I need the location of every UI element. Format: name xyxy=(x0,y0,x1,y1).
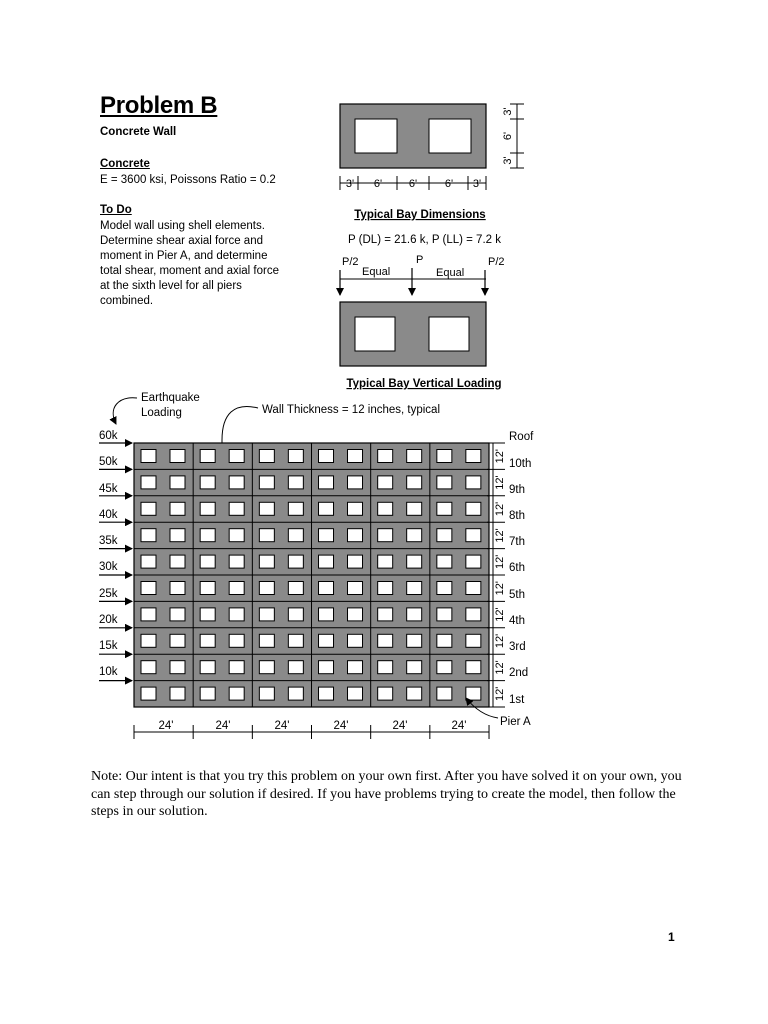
window-opening xyxy=(319,450,334,463)
window-opening xyxy=(466,582,481,595)
bay-opening xyxy=(355,317,395,351)
window-opening xyxy=(378,450,393,463)
window-opening xyxy=(378,634,393,647)
window-opening xyxy=(229,450,244,463)
load-values: P (DL) = 21.6 k, P (LL) = 7.2 k xyxy=(348,234,501,246)
horizontal-dimension-labels xyxy=(346,178,481,190)
window-opening xyxy=(229,661,244,674)
level-label: 7th xyxy=(509,536,525,548)
window-opening xyxy=(200,608,215,621)
window-opening xyxy=(229,529,244,542)
todo-line: Model wall using shell elements. xyxy=(100,220,265,232)
load-label: 50k xyxy=(99,456,118,468)
window-opening xyxy=(288,529,303,542)
window-opening xyxy=(288,687,303,700)
todo-line: at the sixth level for all piers xyxy=(100,280,242,292)
story-height-label: 12' xyxy=(494,449,506,464)
earthquake-label-line1: Earthquake xyxy=(141,392,200,404)
window-opening xyxy=(437,661,452,674)
window-opening xyxy=(378,661,393,674)
wall-elevation-figure xyxy=(99,392,534,739)
todo-heading: To Do xyxy=(100,204,132,216)
window-opening xyxy=(348,582,363,595)
dim-label: 6' xyxy=(408,178,418,190)
window-opening xyxy=(170,450,185,463)
window-opening xyxy=(319,634,334,647)
story-height-label: 12' xyxy=(494,660,506,675)
window-opening xyxy=(407,608,422,621)
bay-dimensions-figure xyxy=(340,104,524,221)
window-opening xyxy=(319,476,334,489)
level-label: 10th xyxy=(509,458,532,470)
window-opening xyxy=(259,502,274,515)
window-opening xyxy=(259,529,274,542)
window-opening xyxy=(437,687,452,700)
window-opening xyxy=(466,450,481,463)
window-opening xyxy=(170,687,185,700)
window-opening xyxy=(407,555,422,568)
window-opening xyxy=(170,502,185,515)
window-opening xyxy=(437,502,452,515)
window-opening xyxy=(407,661,422,674)
window-opening xyxy=(378,502,393,515)
bay-width-label: 24' xyxy=(158,720,174,732)
window-opening xyxy=(407,529,422,542)
earthquake-label-line2: Loading xyxy=(141,407,182,419)
window-opening xyxy=(378,608,393,621)
window-opening xyxy=(141,687,156,700)
window-opening xyxy=(348,450,363,463)
load-label-right: P/2 xyxy=(488,256,505,268)
window-opening xyxy=(259,582,274,595)
window-opening xyxy=(288,476,303,489)
level-label: 1st xyxy=(509,694,525,706)
story-height-label: 12' xyxy=(494,501,506,517)
load-label-center: P xyxy=(416,254,424,266)
window-opening xyxy=(259,661,274,674)
window-opening xyxy=(141,661,156,674)
story-height-label: 12' xyxy=(494,633,506,649)
load-label-left: P/2 xyxy=(342,256,359,268)
window-opening xyxy=(229,608,244,621)
bay-dimensions-caption: Typical Bay Dimensions xyxy=(354,209,486,221)
window-opening xyxy=(466,476,481,489)
window-opening xyxy=(200,634,215,647)
window-opening xyxy=(170,529,185,542)
window-opening xyxy=(407,450,422,463)
window-opening xyxy=(170,555,185,568)
concrete-heading: Concrete xyxy=(100,158,150,170)
level-label: Roof xyxy=(509,431,534,443)
window-opening xyxy=(141,529,156,542)
window-opening xyxy=(466,555,481,568)
window-opening xyxy=(466,529,481,542)
window-opening xyxy=(259,608,274,621)
window-opening xyxy=(259,555,274,568)
level-label: 2nd xyxy=(509,667,529,679)
window-opening xyxy=(378,476,393,489)
window-opening xyxy=(437,529,452,542)
bay-opening xyxy=(355,119,397,153)
level-label: 5th xyxy=(509,589,525,601)
bay-width-label: 24' xyxy=(451,720,467,732)
load-label: 20k xyxy=(99,614,118,626)
bay-width-dimension-line xyxy=(134,725,489,739)
window-opening xyxy=(437,634,452,647)
story-height-label: 12' xyxy=(494,686,506,701)
window-opening xyxy=(348,634,363,647)
load-label: 30k xyxy=(99,561,118,573)
load-label: 35k xyxy=(99,535,118,547)
load-label: 25k xyxy=(99,588,118,600)
window-opening xyxy=(200,687,215,700)
todo-line: total shear, moment and axial force xyxy=(100,265,279,277)
spacing-label: Equal xyxy=(436,267,465,279)
window-opening xyxy=(407,476,422,489)
bay-width-labels xyxy=(159,720,467,732)
earthquake-pointer-arrow xyxy=(113,398,137,424)
window-opening xyxy=(437,450,452,463)
window-opening xyxy=(229,502,244,515)
dim-label: 3' xyxy=(502,107,514,116)
window-opening xyxy=(141,502,156,515)
window-opening xyxy=(319,529,334,542)
window-opening xyxy=(170,582,185,595)
pier-a-label: Pier A xyxy=(500,716,531,728)
window-opening xyxy=(466,502,481,515)
dim-label: 3' xyxy=(345,178,355,190)
window-opening xyxy=(378,687,393,700)
window-opening xyxy=(348,529,363,542)
window-opening xyxy=(229,634,244,647)
window-opening xyxy=(466,687,481,700)
window-opening xyxy=(378,529,393,542)
todo-line: moment in Pier A, and determine xyxy=(100,250,268,262)
window-opening xyxy=(141,634,156,647)
bay-loading-figure xyxy=(340,234,505,390)
story-height-label: 12' xyxy=(494,554,506,569)
load-label: 45k xyxy=(99,483,118,495)
window-opening xyxy=(229,582,244,595)
window-opening xyxy=(466,634,481,647)
vertical-dimension-labels xyxy=(502,107,514,164)
concrete-properties: E = 3600 ksi, Poissons Ratio = 0.2 xyxy=(100,174,276,186)
window-opening xyxy=(407,634,422,647)
window-opening xyxy=(319,687,334,700)
window-opening xyxy=(259,476,274,489)
window-opening xyxy=(288,450,303,463)
window-opening xyxy=(141,476,156,489)
window-opening xyxy=(437,608,452,621)
window-opening xyxy=(200,450,215,463)
level-label: 9th xyxy=(509,484,525,496)
load-label: 15k xyxy=(99,640,118,652)
level-label: 4th xyxy=(509,615,525,627)
story-height-label: 12' xyxy=(494,607,506,622)
page-number: 1 xyxy=(668,930,675,944)
bay-width-label: 24' xyxy=(392,720,408,732)
window-opening xyxy=(437,476,452,489)
bay-width-label: 24' xyxy=(274,720,290,732)
window-opening xyxy=(229,555,244,568)
window-opening xyxy=(141,608,156,621)
window-opening xyxy=(229,687,244,700)
bay-width-label: 24' xyxy=(215,720,231,732)
window-opening xyxy=(348,661,363,674)
window-opening xyxy=(466,661,481,674)
window-opening xyxy=(288,608,303,621)
window-opening xyxy=(466,608,481,621)
window-opening xyxy=(319,608,334,621)
dim-label: 6' xyxy=(373,178,383,190)
bay-opening xyxy=(429,119,471,153)
window-opening xyxy=(288,502,303,515)
level-label: 6th xyxy=(509,562,525,574)
dim-label: 3' xyxy=(472,178,482,190)
window-opening xyxy=(200,476,215,489)
window-opening xyxy=(348,502,363,515)
load-label: 60k xyxy=(99,430,118,442)
window-opening xyxy=(170,634,185,647)
window-opening xyxy=(141,582,156,595)
window-opening xyxy=(348,687,363,700)
window-opening xyxy=(319,555,334,568)
window-opening xyxy=(259,634,274,647)
page-subtitle: Concrete Wall xyxy=(100,126,177,138)
window-opening xyxy=(259,450,274,463)
window-opening xyxy=(200,661,215,674)
story-height-label: 12' xyxy=(494,475,506,490)
window-opening xyxy=(348,608,363,621)
window-opening xyxy=(348,555,363,568)
window-opening xyxy=(288,661,303,674)
window-opening xyxy=(378,555,393,568)
page-title: Problem B xyxy=(100,92,218,119)
window-opening xyxy=(288,634,303,647)
window-opening xyxy=(319,661,334,674)
window-opening xyxy=(288,582,303,595)
note-paragraph: Note: Our intent is that you try this problem on your own first. After you have solved it on your own, you can step through our solution if desired. If you have problems trying to create the model, then follow the steps in our solution. xyxy=(91,769,682,819)
window-opening xyxy=(288,555,303,568)
level-labels xyxy=(509,431,534,706)
story-height-label: 12' xyxy=(494,581,506,596)
window-opening xyxy=(200,582,215,595)
window-opening xyxy=(378,582,393,595)
window-opening xyxy=(170,608,185,621)
window-opening xyxy=(200,502,215,515)
window-opening xyxy=(170,476,185,489)
window-opening xyxy=(229,476,244,489)
spacing-label: Equal xyxy=(362,266,391,278)
bay-loading-caption: Typical Bay Vertical Loading xyxy=(346,378,502,390)
todo-line: combined. xyxy=(100,295,154,307)
window-opening xyxy=(141,555,156,568)
story-height-label: 12' xyxy=(494,528,506,543)
window-opening xyxy=(437,582,452,595)
dim-label: 3' xyxy=(502,156,514,165)
bay-opening xyxy=(429,317,469,351)
wall-thickness-label: Wall Thickness = 12 inches, typical xyxy=(262,404,441,416)
load-label: 10k xyxy=(99,666,118,678)
load-label: 40k xyxy=(99,509,118,521)
window-opening xyxy=(200,555,215,568)
window-opening xyxy=(407,582,422,595)
dim-label: 6' xyxy=(444,178,454,190)
window-opening xyxy=(407,502,422,515)
window-opening xyxy=(437,555,452,568)
window-opening xyxy=(141,450,156,463)
lateral-load-labels xyxy=(99,430,118,678)
dim-label: 6' xyxy=(502,131,514,141)
window-opening xyxy=(348,476,363,489)
window-opening xyxy=(259,687,274,700)
window-opening xyxy=(200,529,215,542)
level-label: 3rd xyxy=(509,641,526,653)
window-opening xyxy=(319,582,334,595)
window-opening xyxy=(319,502,334,515)
bay-width-label: 24' xyxy=(333,720,349,732)
window-opening xyxy=(170,661,185,674)
window-opening xyxy=(407,687,422,700)
todo-line: Determine shear axial force and xyxy=(100,235,263,247)
level-label: 8th xyxy=(509,510,525,522)
